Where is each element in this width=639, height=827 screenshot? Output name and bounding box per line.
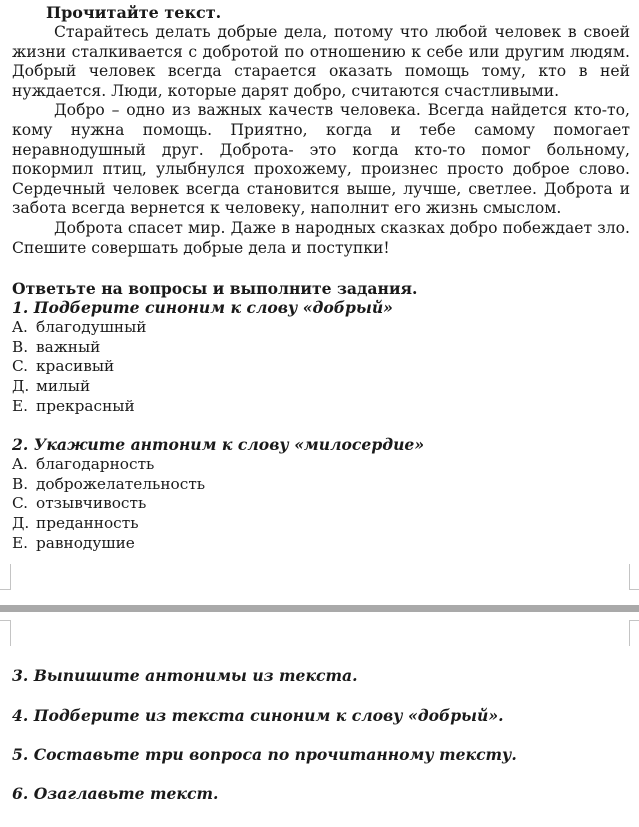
page-corner-mark [0, 564, 11, 590]
option-item [12, 377, 146, 397]
option-letter: E. [12, 396, 29, 415]
option-text: преданность [36, 514, 139, 533]
text-paragraph-3: Доброта спасет мир. Даже в народных сказках добро побеждает зло. Спешите совершать добрые дела и поступки! [12, 218, 630, 257]
option-letter: Д. [12, 514, 30, 533]
question-5: 5. Составьте три вопроса по прочитанному тексту. [12, 745, 517, 764]
question-3: 3. Выпишите антонимы из текста. [12, 666, 358, 685]
tasks-heading: Ответьте на вопросы и выполните задания. [12, 279, 418, 298]
page-separator [0, 605, 639, 612]
question-4: 4. Подберите из текста синоним к слову «добрый». [12, 706, 504, 725]
question-1: 1. Подберите синоним к слову «добрый» [12, 298, 393, 317]
option-letter: Д. [12, 377, 30, 396]
text-paragraph-1: Старайтесь делать добрые дела, потому что любой человек в своей жизни сталкивается с добротой по отношению к себе или другим людям. Добрый человек всегда старается оказать помощь тому, кто в ней нуждается. Люди, которые дарят добро, считаются счастливыми. [12, 23, 630, 100]
option-letter: B. [12, 474, 29, 493]
option-item [12, 357, 146, 377]
question-1-options [12, 318, 146, 417]
option-text: красивый [36, 357, 115, 376]
option-letter: A. [12, 455, 28, 473]
option-text: доброжелательность [36, 474, 206, 493]
question-6: 6. Озаглавьте текст. [12, 784, 219, 803]
option-item [12, 455, 205, 475]
option-text: равнодушие [36, 533, 135, 552]
text-paragraph-2: Добро – одно из важных качеств человека. Всегда найдется кто-то, кому нужна помощь. Приятно, когда и тебе самому помогает неравнодушный друг. Доброта- это когда кто-то помог больному, покормил птиц, улыбнулся прохожему, произнес просто доброе слово. Сердечный человек всегда становится выше, лучше, светлее. Доброта и забота всегда вернется к человеку, наполнит его жизнь смыслом. [12, 101, 630, 218]
option-item [12, 338, 146, 358]
option-item [12, 494, 205, 514]
option-text: милый [36, 377, 91, 396]
option-letter: A. [12, 318, 28, 336]
option-item [12, 318, 146, 338]
option-letter: C. [12, 494, 29, 513]
option-text: прекрасный [36, 396, 135, 415]
page-corner-mark [629, 564, 639, 590]
option-item [12, 514, 205, 534]
option-letter: C. [12, 357, 29, 376]
option-letter: B. [12, 337, 29, 356]
option-item [12, 397, 146, 417]
option-text: благодушный [36, 318, 147, 336]
question-2: 2. Укажите антоним к слову «милосердие» [12, 435, 425, 454]
option-text: важный [36, 337, 101, 356]
option-item [12, 475, 205, 495]
option-item [12, 534, 205, 554]
option-text: благодарность [36, 455, 155, 473]
question-2-options [12, 455, 205, 554]
reading-text [12, 23, 630, 258]
option-text: отзывчивость [36, 494, 147, 513]
document-title: Прочитайте текст. [46, 3, 222, 22]
option-letter: E. [12, 533, 29, 552]
